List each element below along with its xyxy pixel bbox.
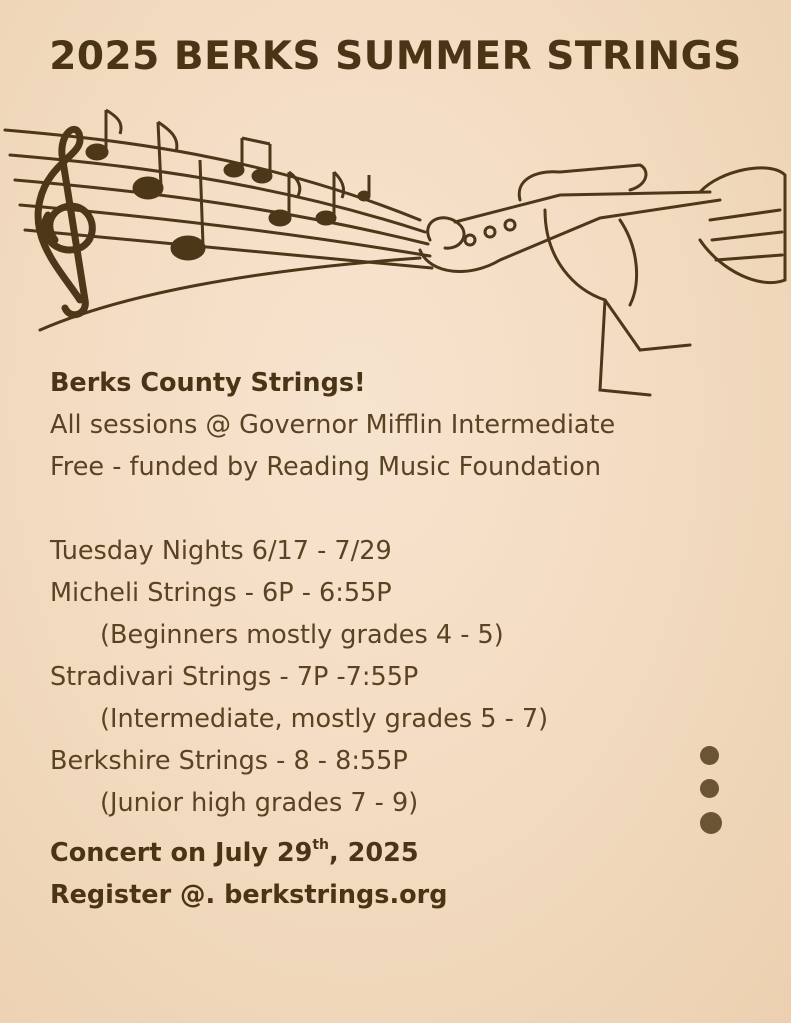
spacer <box>50 488 750 530</box>
more-dots-icon <box>700 746 722 848</box>
group-name: Stradivari Strings - 7P -7:55P <box>50 662 419 692</box>
register-link-text[interactable]: Register @. berkstrings.org <box>50 880 448 910</box>
group-name: Micheli Strings - 6P - 6:55P <box>50 578 392 608</box>
music-violin-illustration <box>0 100 791 400</box>
group-note: (Intermediate, mostly grades 5 - 7) <box>100 704 549 734</box>
schedule-dates: Tuesday Nights 6/17 - 7/29 <box>50 536 392 566</box>
dot <box>700 812 722 834</box>
concert-year: , 2025 <box>329 838 419 868</box>
group-note: (Beginners mostly grades 4 - 5) <box>100 620 504 650</box>
intro-heading: Berks County Strings! <box>50 368 366 398</box>
page-title: 2025 BERKS SUMMER STRINGS <box>49 34 742 79</box>
dot <box>700 779 719 798</box>
funding-text: Free - funded by Reading Music Foundation <box>50 452 601 482</box>
group-note: (Junior high grades 7 - 9) <box>100 788 419 818</box>
violin-hand-illustration <box>420 165 785 395</box>
concert-prefix: Concert on July 29 <box>50 838 313 868</box>
dot <box>700 746 719 765</box>
concert-date <box>50 824 750 874</box>
concert-suffix: th <box>312 837 330 853</box>
group-name: Berkshire Strings - 8 - 8:55P <box>50 746 408 776</box>
event-info <box>50 362 750 916</box>
location-text: All sessions @ Governor Mifflin Intermediate <box>50 410 616 440</box>
music-notes-icon <box>87 110 369 259</box>
